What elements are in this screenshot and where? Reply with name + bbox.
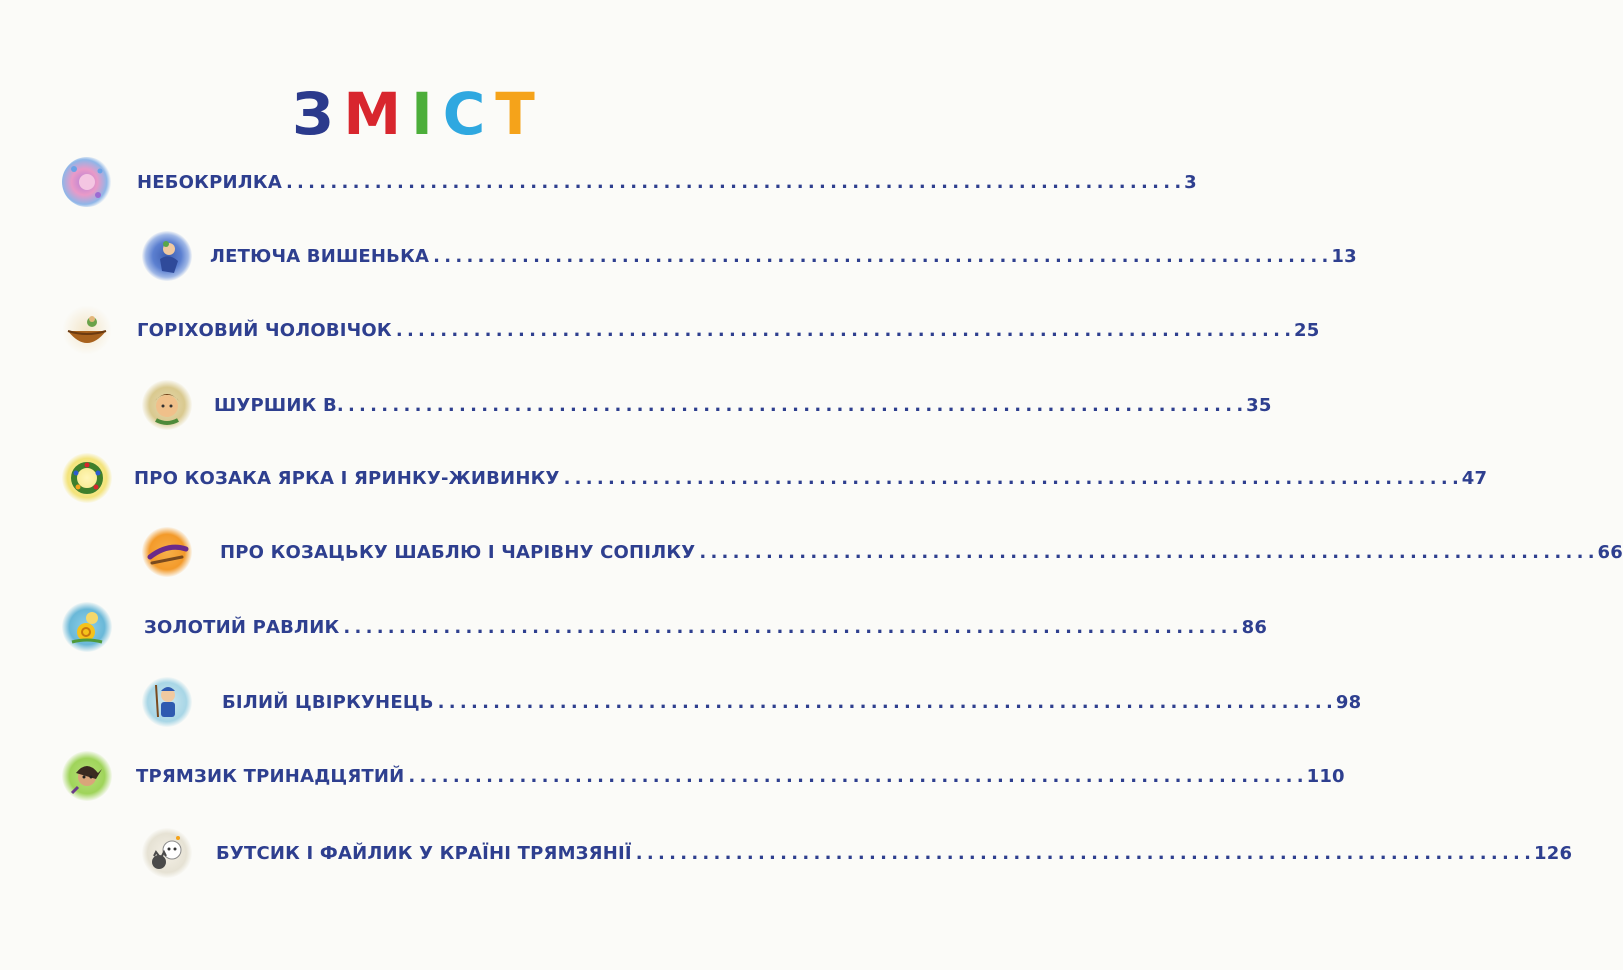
- entry-title: ШУРШИК В.: [214, 394, 344, 416]
- toc-entry[interactable]: [62, 448, 1488, 508]
- entry-title: НЕБОКРИЛКА: [137, 171, 282, 193]
- dot-leader: [396, 320, 1290, 341]
- entry-title: ПРО КОЗАКА ЯРКА І ЯРИНКУ-ЖИВИНКУ: [134, 467, 560, 489]
- entry-title: ЗОЛОТИЙ РАВЛИК: [144, 616, 340, 638]
- white-cricket-boy-icon: [142, 677, 192, 727]
- page-number: 3: [1184, 171, 1197, 193]
- title-letter: Т: [495, 80, 545, 148]
- sabre-and-pipe-icon: [142, 527, 192, 577]
- toc-entry[interactable]: [62, 746, 1345, 806]
- dot-leader: [408, 766, 1302, 787]
- title-letter: І: [411, 80, 443, 148]
- dot-leader: [438, 692, 1332, 713]
- page-title: [0, 82, 837, 146]
- flying-cherry-girl-icon: [142, 231, 192, 281]
- dot-leader: [286, 172, 1180, 193]
- entry-title: БУТСИК І ФАЙЛИК У КРАЇНІ ТРЯМЗЯНІЇ: [216, 842, 632, 864]
- title-letter: З: [292, 80, 344, 148]
- page-number: 126: [1534, 842, 1573, 864]
- entry-title: БІЛИЙ ЦВІРКУНЕЦЬ: [222, 691, 434, 713]
- dot-leader: [433, 246, 1327, 267]
- title-letter: М: [343, 80, 412, 148]
- entry-title: ЛЕТЮЧА ВИШЕНЬКА: [210, 245, 430, 267]
- dot-leader: [699, 542, 1593, 563]
- page-number: 13: [1331, 245, 1357, 267]
- toc-entry[interactable]: [62, 597, 1268, 657]
- toc-entry[interactable]: [142, 375, 1272, 435]
- dot-leader: [564, 468, 1458, 489]
- page-number: 98: [1335, 691, 1362, 713]
- page-number: 86: [1241, 616, 1268, 638]
- entry-title: ПРО КОЗАЦЬКУ ШАБЛЮ І ЧАРІВНУ СОПІЛКУ: [220, 541, 696, 563]
- page-number: 35: [1246, 394, 1272, 416]
- entry-title: ГОРІХОВИЙ ЧОЛОВІЧОК: [137, 319, 392, 341]
- toc-entry[interactable]: [142, 672, 1362, 732]
- toc-entry[interactable]: [62, 300, 1320, 360]
- dot-leader: [348, 395, 1242, 416]
- tryamzyk-elf-icon: [62, 751, 112, 801]
- dot-leader: [343, 617, 1237, 638]
- butsyk-and-failyk-icon: [142, 828, 192, 878]
- toc-entry[interactable]: [62, 152, 1197, 212]
- nutshell-man-icon: [62, 305, 112, 355]
- toc-entry[interactable]: [142, 823, 1573, 883]
- shurshyk-boy-icon: [142, 380, 192, 430]
- page-number: 110: [1306, 765, 1345, 787]
- dot-leader: [636, 843, 1530, 864]
- winged-fairy-icon: [62, 157, 112, 207]
- page-number: 25: [1294, 319, 1320, 341]
- page-number: 66: [1597, 541, 1623, 563]
- toc-entry[interactable]: [142, 522, 1623, 582]
- entry-title: ТРЯМЗИК ТРИНАДЦЯТИЙ: [136, 765, 405, 787]
- golden-snail-icon: [62, 602, 112, 652]
- toc-entry[interactable]: [142, 226, 1357, 286]
- title-letter: С: [442, 80, 496, 148]
- page-number: 47: [1461, 467, 1488, 489]
- flower-wreath-icon: [62, 453, 112, 503]
